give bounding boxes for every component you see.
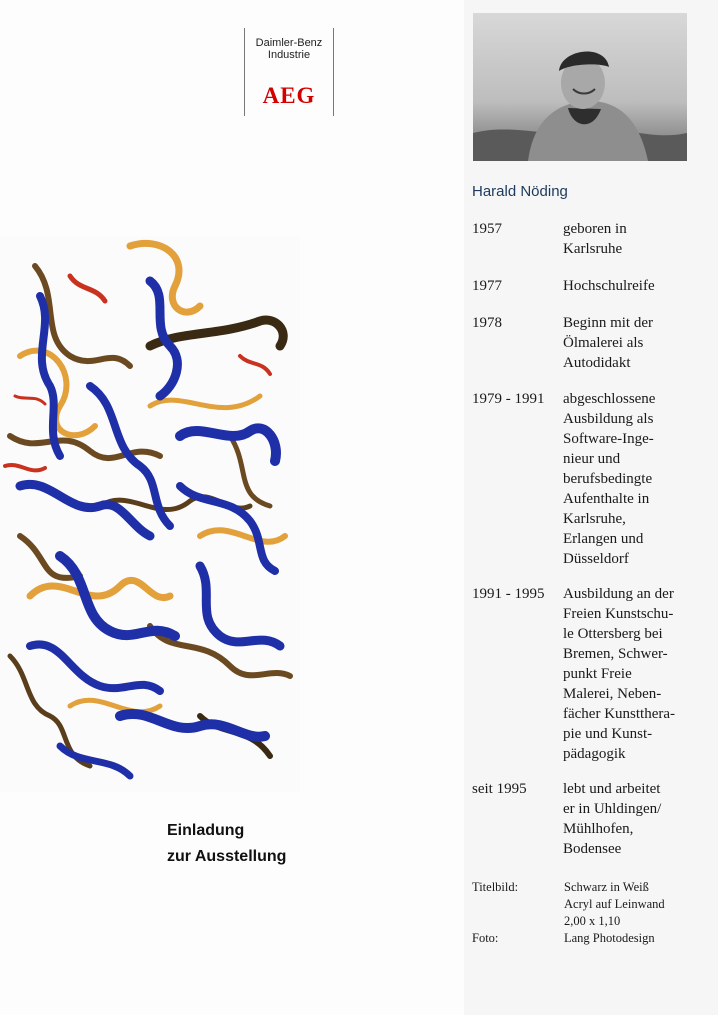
bio-line: Autodidakt	[563, 355, 631, 371]
bio-line: Karlsruhe	[563, 241, 623, 257]
photo-label: Foto:	[472, 931, 499, 945]
cover-title: Schwarz in Weiß	[564, 880, 649, 894]
bio-description	[563, 779, 703, 859]
bio-line: Hochschulreife	[563, 278, 655, 294]
bio-description	[563, 389, 703, 569]
bio-year: 1991 - 1995	[472, 586, 545, 602]
bio-year: 1978	[472, 315, 502, 331]
bio-line: Aufenthalte in	[563, 491, 650, 507]
bio-line: pädagogik	[563, 746, 626, 762]
bio-line: geboren in	[563, 221, 627, 237]
logo-company-line1: Daimler-Benz	[255, 37, 323, 49]
bio-line: fächer Kunstthera-	[563, 706, 676, 722]
cover-painting	[0, 236, 300, 792]
company-logo	[244, 28, 334, 116]
bio-year: 1979 - 1991	[472, 391, 545, 407]
bio-line: berufsbedingte	[563, 471, 653, 487]
bio-description	[563, 584, 703, 764]
bio-line: Mühlhofen,	[563, 821, 634, 837]
bio-line: pie und Kunst-	[563, 726, 653, 742]
bio-line: le Ottersberg bei	[563, 626, 663, 642]
cover-label: Titelbild:	[472, 880, 519, 894]
photo-credit: Lang Photodesign	[564, 931, 655, 945]
bio-line: Karlsruhe,	[563, 511, 626, 527]
artist-name: Harald Nöding	[472, 183, 568, 200]
bio-line: punkt Freie	[563, 666, 632, 682]
bio-line: Beginn mit der	[563, 315, 653, 331]
bio-line: Freien Kunstschu-	[563, 606, 674, 622]
invitation-line1: Einladung	[167, 822, 245, 839]
bio-line: lebt und arbeitet	[563, 781, 661, 797]
bio-line: Bodensee	[563, 841, 622, 857]
bio-year: seit 1995	[472, 781, 527, 797]
bio-description	[563, 219, 703, 259]
bio-line: abgeschlossene	[563, 391, 656, 407]
bio-line: Bremen, Schwer-	[563, 646, 668, 662]
bio-year: 1957	[472, 221, 502, 237]
cover-dimensions: 2,00 x 1,10	[564, 914, 621, 928]
bio-line: Software-Inge-	[563, 431, 654, 447]
artist-photo	[473, 13, 687, 161]
bio-line: nieur und	[563, 451, 621, 467]
invitation-line2: zur Ausstellung	[167, 848, 287, 865]
bio-line: er in Uhldingen/	[563, 801, 662, 817]
bio-line: Erlangen und	[563, 531, 644, 547]
bio-description	[563, 313, 703, 373]
bio-line: Malerei, Neben-	[563, 686, 662, 702]
bio-year: 1977	[472, 278, 502, 294]
bio-line: Ausbildung an der	[563, 586, 674, 602]
invitation-title	[167, 818, 286, 870]
logo-company-line2: Industrie	[267, 49, 311, 61]
logo-brand: AEG	[262, 83, 316, 108]
bio-line: Ausbildung als	[563, 411, 654, 427]
cover-medium: Acryl auf Leinwand	[564, 897, 665, 911]
bio-description	[563, 276, 703, 296]
bio-line: Ölmalerei als	[563, 335, 644, 351]
bio-line: Düsseldorf	[563, 551, 629, 567]
